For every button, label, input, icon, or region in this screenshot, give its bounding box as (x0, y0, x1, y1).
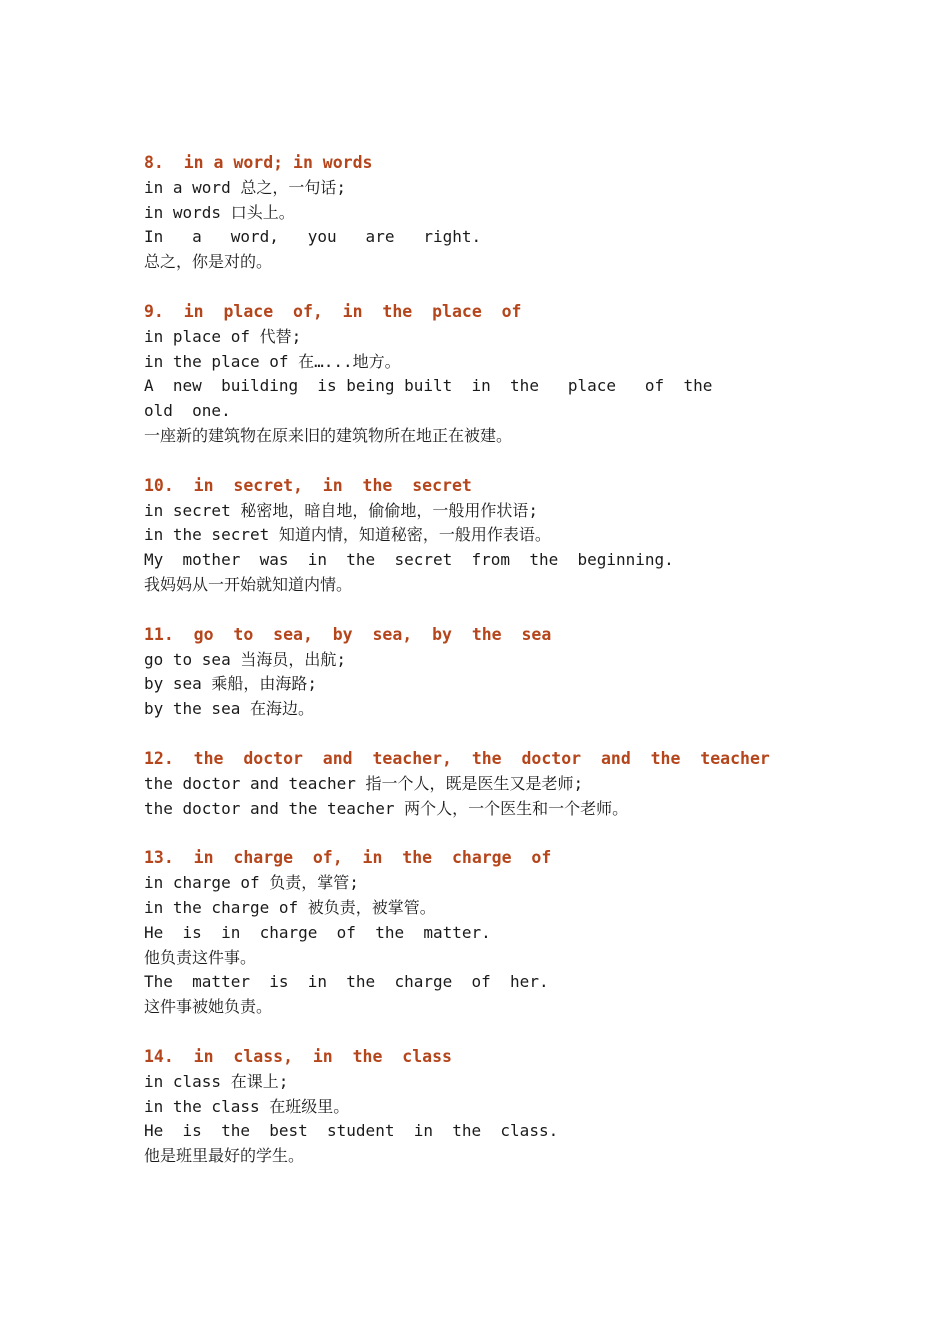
entry-line: the doctor and the teacher 两个人，一个医生和一个老师。 (144, 798, 629, 818)
entry-line: in charge of 负责，掌管; (144, 873, 359, 893)
entry-line: the doctor and teacher 指一个人，既是医生又是老师; (144, 773, 584, 793)
entry-line: 这件事被她负责。 (144, 997, 273, 1017)
entry-line: 他负责这件事。 (144, 947, 257, 967)
entry-line: 我妈妈从一开始就知道内情。 (144, 574, 353, 594)
phrase-entry (144, 846, 904, 1020)
entry-heading: 8. in a word; in words (144, 153, 373, 172)
document-body (144, 151, 904, 1194)
entry-heading: 14. in class, in the class (144, 1046, 452, 1066)
phrase-entry (144, 151, 904, 275)
entry-line: A new building is being built in the place of the (144, 376, 713, 396)
entry-line: by sea 乘船，由海路; (144, 674, 318, 694)
entry-line: in the charge of 被负责，被掌管。 (144, 897, 436, 917)
entry-line: 他是班里最好的学生。 (144, 1146, 305, 1166)
entry-line: My mother was in the secret from the beginning. (144, 550, 674, 570)
entry-line: go to sea 当海员，出航; (144, 649, 346, 669)
entry-line: He is the best student in the class. (144, 1121, 559, 1141)
entry-line: in words 口头上。 (144, 202, 295, 222)
entry-line: in secret 秘密地，暗自地，偷偷地，一般用作状语; (144, 500, 538, 520)
phrase-entry (144, 474, 904, 598)
entry-line: in the secret 知道内情，知道秘密，一般用作表语。 (144, 525, 551, 545)
entry-line: old one. (144, 401, 231, 421)
entry-line: In a word, you are right. (144, 227, 482, 247)
entry-line: in the place of 在…...地方。 (144, 351, 401, 371)
entry-line: in class 在课上; (144, 1071, 289, 1091)
phrase-entry (144, 1045, 904, 1169)
phrase-entry (144, 623, 904, 722)
phrase-entry (144, 300, 904, 449)
entry-heading: 10. in secret, in the secret (144, 475, 472, 495)
entry-line: 总之，你是对的。 (144, 252, 273, 272)
entry-line: in place of 代替; (144, 326, 302, 346)
entry-heading: 11. go to sea, by sea, by the sea (144, 624, 552, 644)
entry-line: The matter is in the charge of her. (144, 972, 549, 992)
entry-heading: 12. the doctor and teacher, the doctor and the teacher (144, 748, 770, 768)
entry-line: 一座新的建筑物在原来旧的建筑物所在地正在被建。 (144, 425, 513, 445)
entry-line: He is in charge of the matter. (144, 922, 491, 942)
entry-line: by the sea 在海边。 (144, 699, 314, 719)
entry-line: in the class 在班级里。 (144, 1096, 350, 1116)
entry-heading: 13. in charge of, in the charge of (144, 848, 552, 868)
entry-line: in a word 总之，一句话; (144, 177, 346, 197)
phrase-entry (144, 747, 904, 821)
entry-heading: 9. in place of, in the place of (144, 301, 522, 321)
